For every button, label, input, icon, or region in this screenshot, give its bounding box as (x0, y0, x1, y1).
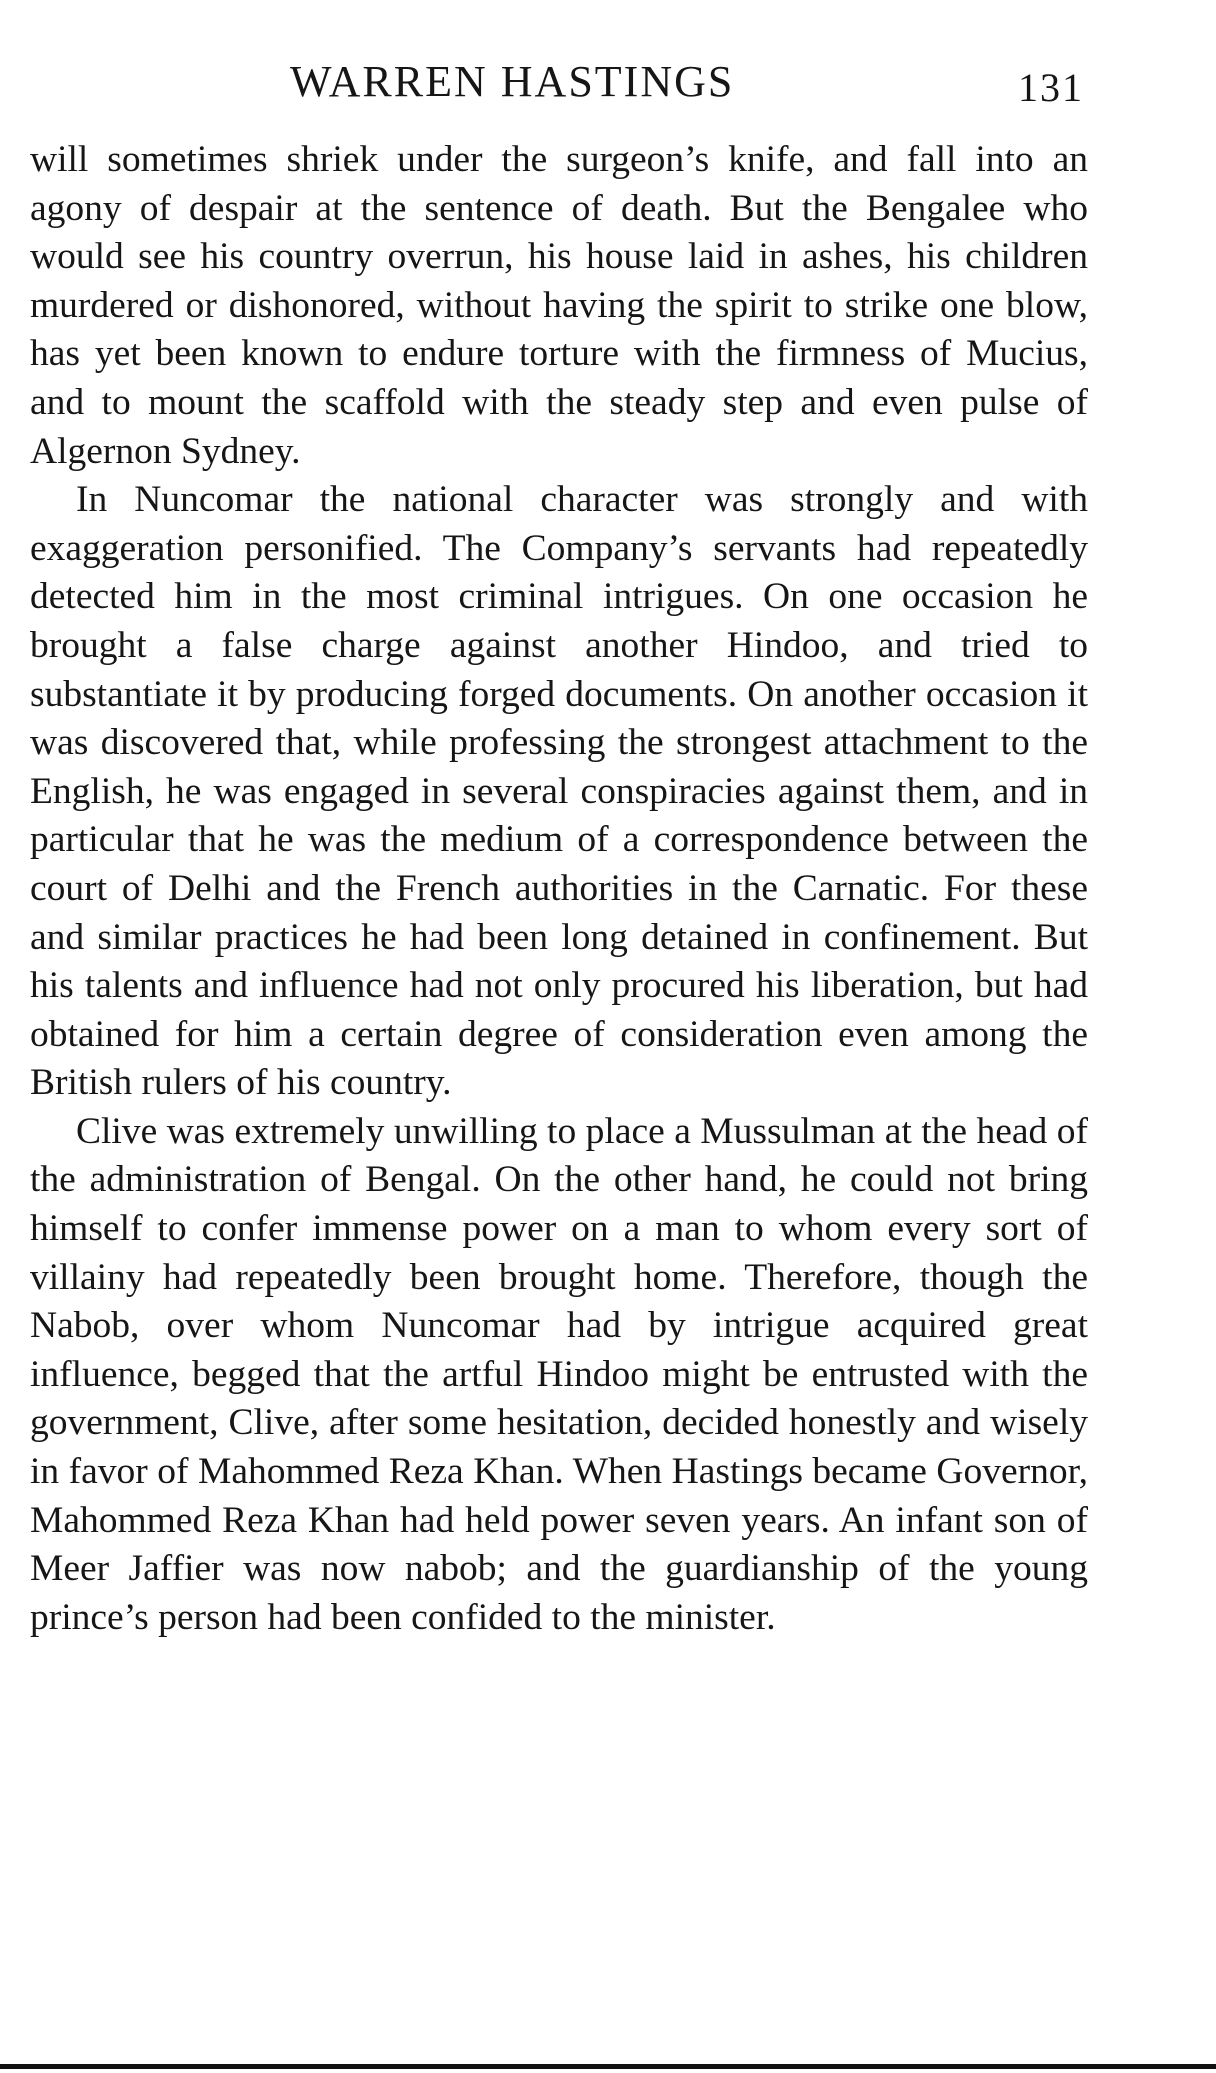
body-text (30, 136, 1088, 1642)
bottom-rule (0, 2064, 1216, 2069)
running-head (0, 52, 1216, 112)
page-number: 131 (1018, 65, 1084, 110)
paragraph-2: In Nuncomar the national character was strongly and with exaggeration personified. The Company’s servants had repeatedly detected him in the most criminal intrigues. On one occasion he brought a false charge against another Hindoo, and tried to substantiate it by producing forged documents. On another occasion it was discovered that, while professing the strongest attachment to the English, he was engaged in several conspiracies against them, and in particular that he was the medium of a correspondence between the court of Delhi and the French authorities in the Carnatic. For these and similar practices he had been long detained in confinement. But his talents and influence had not only procured his liberation, but had obtained for him a certain degree of consideration even among the British rulers of his country. (30, 479, 1088, 1104)
paragraph-1: will sometimes shriek under the surgeon’s knife, and fall into an agony of despair at the sentence of death. But the Bengalee who would see his country overrun, his house laid in ashes, his children murdered or dishonored, without having the spirit to strike one blow, has yet been known to endure torture with the firmness of Mucius, and to mount the scaffold with the steady step and even pulse of Algernon Sydney. (30, 139, 1088, 472)
running-title: WARREN HASTINGS (290, 57, 735, 106)
paragraph-3: Clive was extremely unwilling to place a Mussulman at the head of the administration of Bengal. On the other hand, he could not bring himself to confer immense power on a man to whom every sort of villainy had repeatedly been brought home. Therefore, though the Nabob, over whom Nuncomar had by intrigue acquired great influence, begged that the artful Hindoo might be entrusted with the government, Clive, after some hesitation, decided honestly and wisely in favor of Mahommed Reza Khan. When Hastings became Governor, Mahommed Reza Khan had held power seven years. An infant son of Meer Jaffier was now nabob; and the guardianship of the young prince’s person had been confided to the minister. (30, 1110, 1088, 1638)
